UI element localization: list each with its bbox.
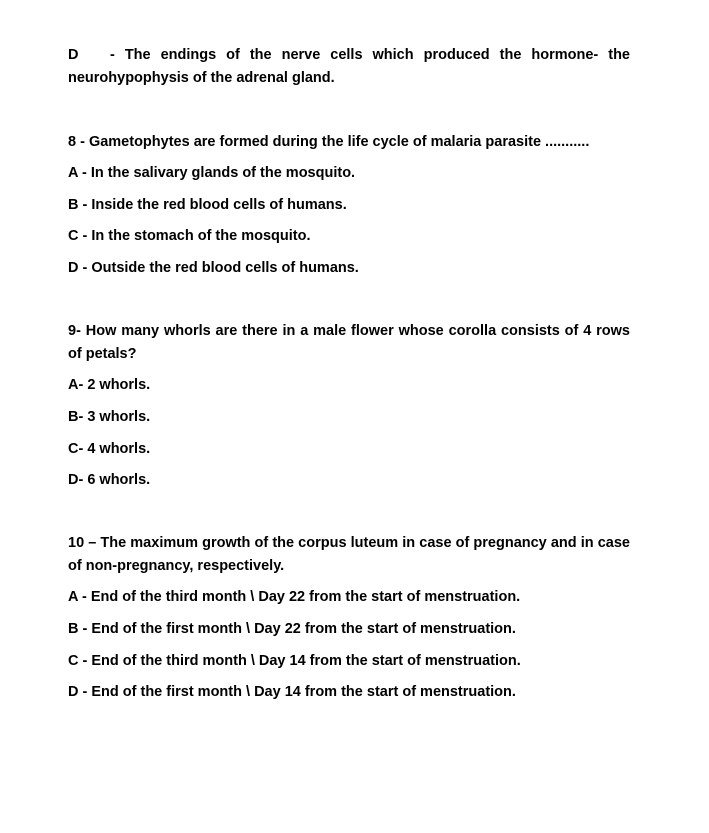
q8-option-c: C - In the stomach of the mosquito. — [68, 228, 311, 244]
q8-option-b: B - Inside the red blood cells of humans. — [68, 197, 347, 213]
question-8: 8 - Gametophytes are formed during the life cycle of malaria parasite ........... — [68, 134, 590, 150]
q9-option-d: D- 6 whorls. — [68, 472, 151, 488]
q8-option-d: D - Outside the red blood cells of humans. — [68, 260, 359, 276]
q10-option-d: D - End of the first month \ Day 14 from the start of menstruation. — [68, 684, 516, 700]
carryover-option-d — [68, 44, 630, 90]
q10-option-a: A - End of the third month \ Day 22 from the start of menstruation. — [68, 589, 521, 605]
option-text: - The endings of the nerve cells which produced the hormone- the neurohypophysis of the adrenal gland. — [68, 47, 630, 86]
q9-option-c: C- 4 whorls. — [68, 441, 151, 457]
q8-option-a: A - In the salivary glands of the mosquito. — [68, 165, 356, 181]
q9-option-a: A- 2 whorls. — [68, 377, 151, 393]
q10-option-c: C - End of the third month \ Day 14 from the start of menstruation. — [68, 653, 521, 669]
question-10: 10 – The maximum growth of the corpus luteum in case of pregnancy and in case of non-pregnancy, respectively. — [68, 535, 630, 574]
option-label: D — [68, 47, 79, 63]
q10-option-b: B - End of the first month \ Day 22 from the start of menstruation. — [68, 621, 516, 637]
q9-option-b: B- 3 whorls. — [68, 409, 151, 425]
question-9: 9- How many whorls are there in a male flower whose corolla consists of 4 rows of petals? — [68, 323, 630, 362]
